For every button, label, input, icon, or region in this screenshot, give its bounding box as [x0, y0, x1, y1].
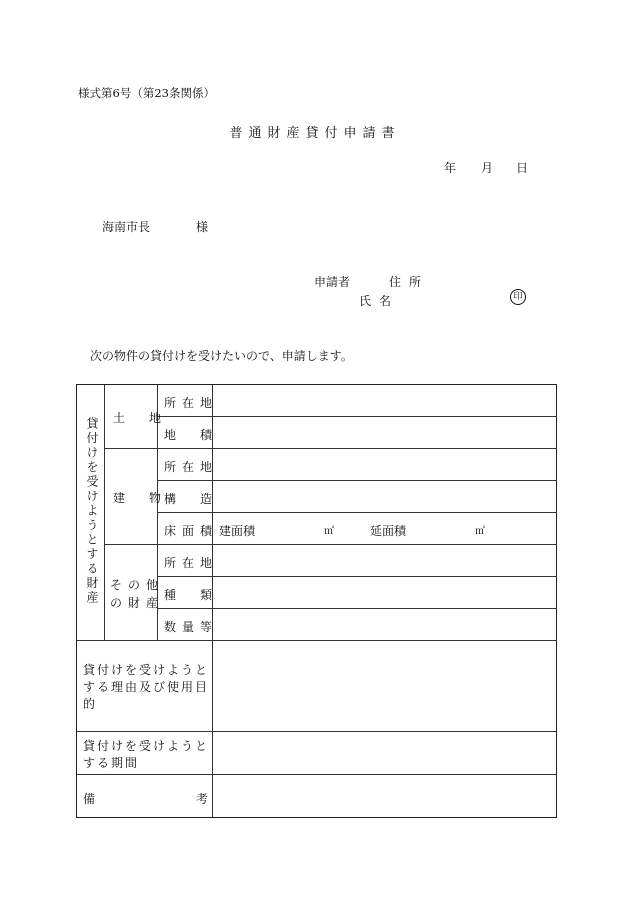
land-location-field[interactable] — [213, 385, 557, 416]
building-structure-field[interactable] — [213, 481, 557, 512]
period-field[interactable] — [213, 732, 557, 774]
building-area-unit: ㎡ — [324, 526, 334, 537]
date-day-label: 日 — [516, 161, 529, 175]
seal-mark-icon: 印 — [510, 289, 526, 305]
other-type-field[interactable] — [213, 577, 557, 608]
remarks-label-left: 備 — [83, 792, 96, 806]
applicant-label: 申請者 — [314, 275, 351, 289]
other-quantity-field[interactable] — [213, 609, 557, 640]
period-label: 貸付けを受けようとする期間 — [83, 739, 210, 770]
property-table — [76, 384, 557, 818]
remarks-label-right: 考 — [196, 792, 209, 806]
address-label: 住所 — [389, 275, 430, 289]
other-location-label: 所在地 — [164, 556, 219, 570]
purpose-label: 貸付けを受けようとする理由及び使用目的 — [83, 663, 210, 711]
total-floor-area-label: 延面積 — [370, 524, 407, 538]
other-property-label-line1: その他 — [110, 578, 165, 592]
land-area-field[interactable] — [213, 417, 557, 448]
intro-text: 次の物件の貸付けを受けたいので、申請します。 — [90, 349, 353, 363]
other-type-label: 種 類 — [164, 588, 219, 602]
form-number: 様式第6号（第23条関係） — [78, 86, 215, 100]
building-location-label: 所在地 — [164, 460, 219, 474]
building-location-field[interactable] — [213, 449, 557, 480]
other-quantity-label: 数量等 — [164, 620, 219, 634]
addressee-name: 海南市長 — [102, 220, 151, 234]
other-location-field[interactable] — [213, 545, 557, 576]
land-label: 土 地 — [113, 411, 168, 425]
name-label: 氏名 — [359, 294, 400, 308]
total-floor-area-unit: ㎡ — [475, 526, 485, 537]
addressee-honorific: 様 — [196, 220, 209, 234]
building-structure-label: 構 造 — [164, 492, 219, 506]
land-location-label: 所在地 — [164, 396, 219, 410]
building-floor-area-label: 床面積 — [164, 524, 219, 538]
property-group-label: 貸付けを受けようとする財産 — [85, 417, 99, 606]
purpose-field[interactable] — [213, 641, 557, 731]
land-area-label: 地 積 — [164, 428, 219, 442]
building-label: 建 物 — [113, 491, 168, 505]
building-area-label: 建面積 — [219, 524, 256, 538]
document-title: 普通財産貸付申請書 — [229, 126, 401, 141]
remarks-field[interactable] — [213, 775, 557, 817]
date-month-label: 月 — [481, 161, 494, 175]
other-property-label-line2: の財産 — [110, 596, 165, 610]
date-year-label: 年 — [444, 161, 457, 175]
